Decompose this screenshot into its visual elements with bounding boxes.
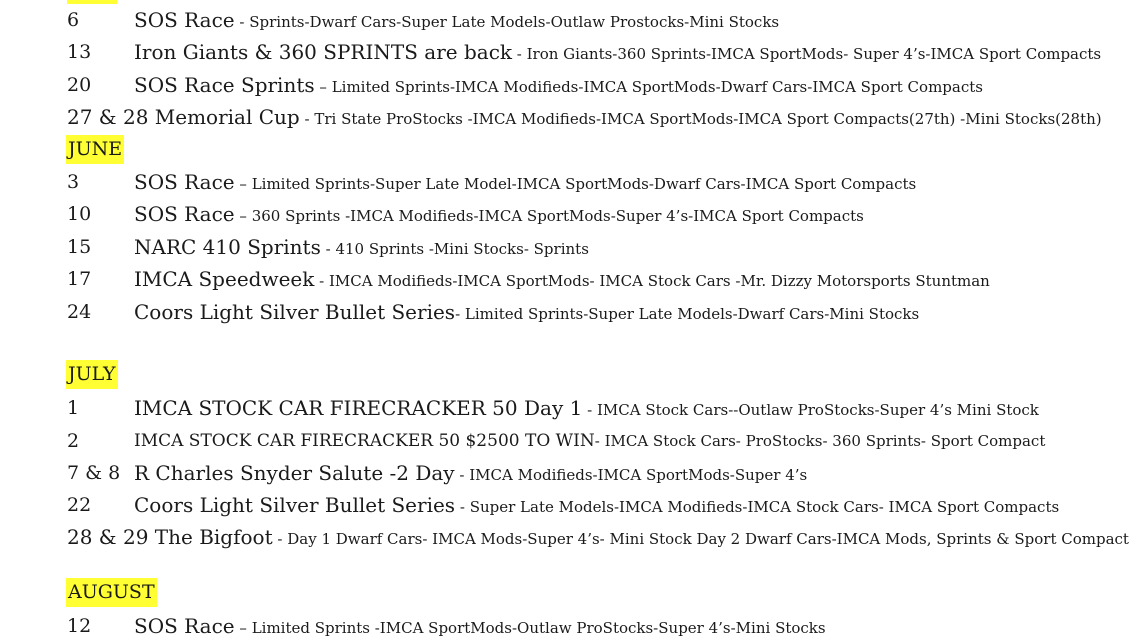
- event-separator: –: [234, 619, 252, 637]
- event-date: 13: [67, 41, 92, 63]
- event-date: 20: [67, 74, 92, 96]
- event-title: 27 & 28 Memorial Cup - Tri State ProStocks -IMCA Modifieds-IMCA SportMods-IMCA Sport Compacts(27th) -Mini Stocks(28th): [67, 105, 1102, 129]
- event-title: Coors Light Silver Bullet Series - Super Late Models-IMCA Modifieds-IMCA Stock Cars- IMCA Sport Compacts: [134, 493, 1060, 517]
- event-separator: -: [454, 466, 470, 484]
- event-separator: -: [314, 272, 329, 290]
- event-date: 27 & 28: [67, 105, 149, 129]
- event-title: SOS Race - Sprints-Dwarf Cars-Super Late Models-Outlaw Prostocks-Mini Stocks: [134, 8, 780, 32]
- event-title: SOS Race – Limited Sprints-Super Late Model-IMCA SportMods-Dwarf Cars-IMCA Sport Compacts: [134, 170, 917, 194]
- event-classes: Super Late Models-IMCA Modifieds-IMCA Stock Cars- IMCA Sport Compacts: [469, 498, 1060, 516]
- event-date: 22: [67, 494, 92, 516]
- event-separator: –: [234, 175, 252, 193]
- event-separator: -: [455, 498, 470, 516]
- event-separator: -: [594, 432, 605, 450]
- event-separator: –: [234, 207, 252, 225]
- event-date: 15: [67, 236, 92, 258]
- event-separator: -: [455, 305, 465, 323]
- event-classes: IMCA Modifieds-IMCA SportMods-Super 4’s: [469, 466, 808, 484]
- event-title: IMCA STOCK CAR FIRECRACKER 50 $2500 TO WIN- IMCA Stock Cars- ProStocks- 360 Sprints- Sport Compact: [134, 431, 1046, 451]
- event-title: 28 & 29 The Bigfoot - Day 1 Dwarf Cars- IMCA Mods-Super 4’s- Mini Stock Day 2 Dwarf Cars-IMCA Mods, Sprints & Sport Compact: [67, 525, 1129, 549]
- event-separator: -: [272, 530, 288, 548]
- event-title: SOS Race Sprints – Limited Sprints-IMCA Modifieds-IMCA SportMods-Dwarf Cars-IMCA Sport Compacts: [134, 73, 983, 97]
- event-classes: Limited Sprints-Super Late Models-Dwarf Cars-Mini Stocks: [464, 305, 920, 323]
- month-heading-august: AUGUST: [66, 578, 157, 607]
- event-classes: 360 Sprints -IMCA Modifieds-IMCA SportMods-Super 4’s-IMCA Sport Compacts: [251, 207, 864, 225]
- event-classes: Limited Sprints-Super Late Model-IMCA SportMods-Dwarf Cars-IMCA Sport Compacts: [251, 175, 917, 193]
- event-separator: -: [512, 45, 527, 63]
- event-date: 24: [67, 301, 92, 323]
- event-title: IMCA Speedweek - IMCA Modifieds-IMCA SportMods- IMCA Stock Cars -Mr. Dizzy Motorsports Stuntman: [134, 267, 990, 291]
- event-classes: Limited Sprints-IMCA Modifieds-IMCA SportMods-Dwarf Cars-IMCA Sport Compacts: [331, 78, 983, 96]
- month-heading-july: JULY: [66, 360, 118, 389]
- event-date: 6: [67, 9, 80, 31]
- event-separator: –: [314, 78, 332, 96]
- event-title: NARC 410 Sprints - 410 Sprints -Mini Stocks- Sprints: [134, 235, 589, 259]
- event-separator: -: [582, 401, 597, 419]
- event-classes: Tri State ProStocks -IMCA Modifieds-IMCA SportMods-IMCA Sport Compacts(27th) -Mini Stocks(28th): [314, 110, 1102, 128]
- event-title: SOS Race – 360 Sprints -IMCA Modifieds-IMCA SportMods-Super 4’s-IMCA Sport Compacts: [134, 202, 864, 226]
- event-title: R Charles Snyder Salute -2 Day - IMCA Modifieds-IMCA SportMods-Super 4’s: [134, 461, 808, 485]
- event-separator: -: [234, 13, 250, 31]
- event-date: 1: [67, 397, 80, 419]
- event-classes: IMCA Stock Cars--Outlaw ProStocks-Super 4’s Mini Stock: [596, 401, 1039, 419]
- event-classes: 410 Sprints -Mini Stocks- Sprints: [335, 240, 589, 258]
- month-highlight-fragment: [67, 0, 117, 4]
- event-date: 3: [67, 171, 80, 193]
- event-date: 10: [67, 203, 92, 225]
- event-title: Coors Light Silver Bullet Series- Limited Sprints-Super Late Models-Dwarf Cars-Mini Stocks: [134, 300, 920, 324]
- event-classes: IMCA Modifieds-IMCA SportMods- IMCA Stock Cars -Mr. Dizzy Motorsports Stuntman: [328, 272, 990, 290]
- event-classes: Iron Giants-360 Sprints-IMCA SportMods- Super 4’s-IMCA Sport Compacts: [526, 45, 1102, 63]
- event-classes: Sprints-Dwarf Cars-Super Late Models-Outlaw Prostocks-Mini Stocks: [249, 13, 780, 31]
- event-classes: Day 1 Dwarf Cars- IMCA Mods-Super 4’s- Mini Stock Day 2 Dwarf Cars-IMCA Mods, Sprints & Sport Compact: [287, 530, 1129, 548]
- month-heading-june: JUNE: [66, 135, 124, 164]
- event-date: 7 & 8: [67, 462, 121, 484]
- event-separator: -: [299, 110, 315, 128]
- event-date: 2: [67, 430, 80, 452]
- event-separator: -: [320, 240, 336, 258]
- event-date: 12: [67, 615, 92, 637]
- event-title: SOS Race – Limited Sprints -IMCA SportMods-Outlaw ProStocks-Super 4’s-Mini Stocks: [134, 614, 826, 638]
- event-date: 17: [67, 268, 92, 290]
- event-title: Iron Giants & 360 SPRINTS are back - Iron Giants-360 Sprints-IMCA SportMods- Super 4’s-IMCA Sport Compacts: [134, 40, 1102, 64]
- event-date: 28 & 29: [67, 525, 149, 549]
- event-classes: Limited Sprints -IMCA SportMods-Outlaw ProStocks-Super 4’s-Mini Stocks: [251, 619, 826, 637]
- event-classes: IMCA Stock Cars- ProStocks- 360 Sprints- Sport Compact: [604, 432, 1046, 450]
- event-title: IMCA STOCK CAR FIRECRACKER 50 Day 1 - IMCA Stock Cars--Outlaw ProStocks-Super 4’s Mini Stock: [134, 396, 1039, 420]
